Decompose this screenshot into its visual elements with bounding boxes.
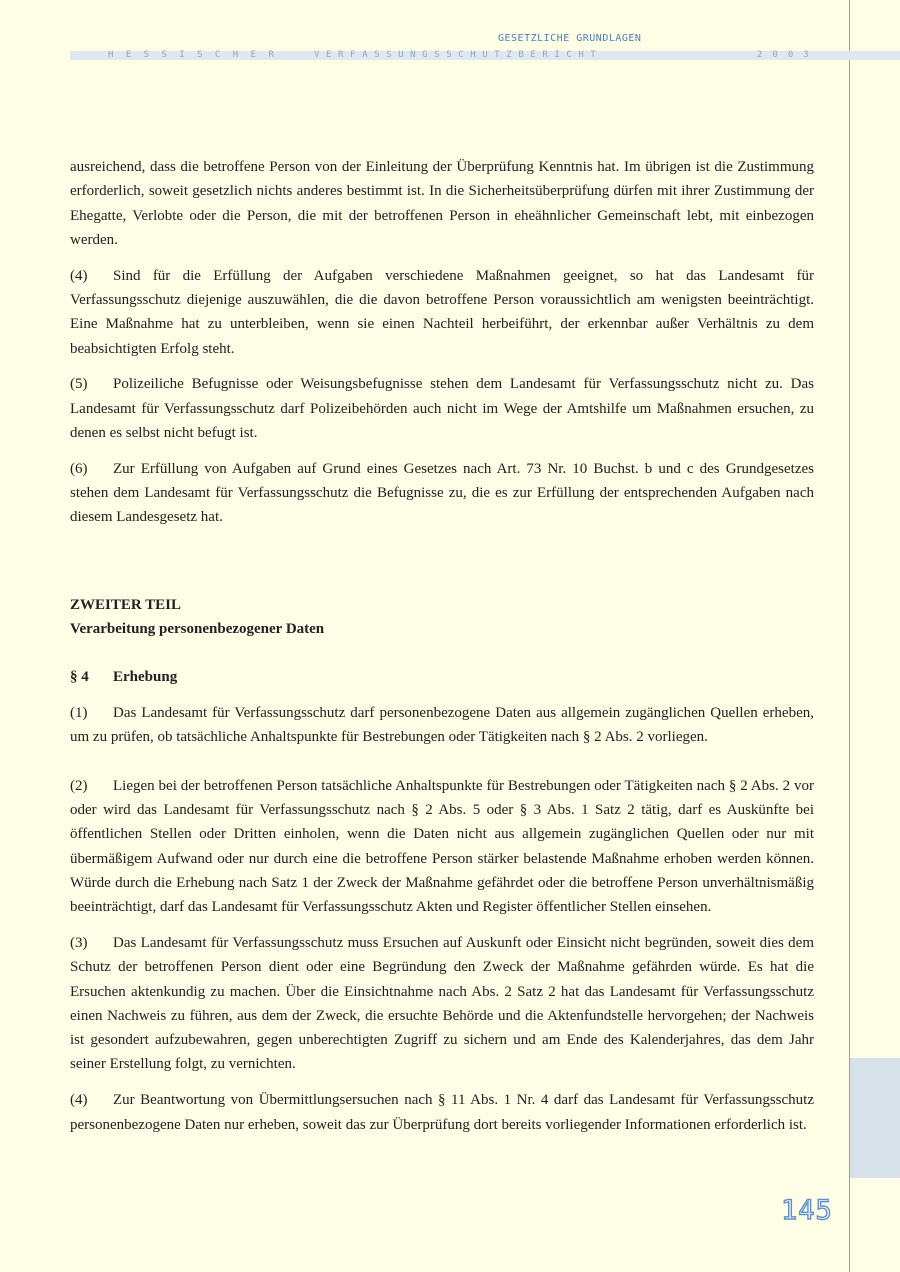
paragraph-text: Zur Beantwortung von Übermittlungsersuchen nach § 11 Abs. 1 Nr. 4 darf das Landesamt für Verfassungsschutz personenbezogene Daten nur erheben, soweit das zur Überprüfung dort bereits vorliegender Informationen erforderlich ist. — [70, 1092, 814, 1133]
part-subtitle: Verarbeitung personenbezogener Daten — [70, 620, 325, 637]
paragraph-number: (1) — [70, 705, 88, 722]
paragraph-text: Sind für die Erfüllung der Aufgaben verschiedene Maßnahmen geeignet, so hat das Landesamt für Verfassungsschutz diejenige auszuwählen, die die davon betroffene Person voraussichtlich am wenigsten beeinträchtigt. Eine Maßnahme hat zu unterbleiben, wenn sie einen Nachteil herbeiführt, der erkennbar außer Verhältnis zu dem beabsichtigten Erfolg steht. — [70, 267, 814, 357]
paragraph-text: Liegen bei der betroffenen Person tatsächliche Anhaltspunkte für Bestrebungen oder Tätigkeiten nach § 2 Abs. 2 vor oder wird das Landesamt für Verfassungsschutz nach § 2 Abs. 5 oder § 3 Abs. 1 Satz 2 tätig, darf es Auskünfte bei öffentlichen Stellen oder Dritten einholen, wenn die Daten nicht aus allgemein zugänglichen Quellen oder nur mit übermäßigem Aufwand oder nur durch eine die betroffene Person stärker belastende Maßnahme erhoben werden können. Würde durch die Erhebung nach Satz 1 der Zweck der Maßnahme gefährdet oder die betroffene Person unverhältnismäßig beeinträchtigt, darf das Landesamt für Verfassungsschutz Akten und Register öffentlicher Stellen einsehen. — [70, 777, 814, 916]
paragraph-text: Polizeiliche Befugnisse oder Weisungsbefugnisse stehen dem Landesamt für Verfassungsschutz nicht zu. Das Landesamt für Verfassungsschutz darf Polizeibehörden auch nicht im Wege der Amtshilfe um Maßnahmen ersuchen, zu denen es selbst nicht befugt ist. — [70, 376, 814, 441]
paragraph-text: Das Landesamt für Verfassungsschutz muss Ersuchen auf Auskunft oder Einsicht nicht begründen, soweit dies dem Schutz der betroffenen Person dient oder eine Begründung den Zweck der Maßnahme gefährden würde. Es hat die Ersuchen aktenkundig zu machen. Über die Einsichtnahme nach Abs. 2 Satz 2 hat das Landesamt für Verfassungsschutz einen Nachweis zu führen, aus dem der Zweck, die ersuchte Behörde und die Aktenfundstelle hervorgehen; der Nachweis ist gesondert aufzubewahren, gegen unberechtigten Zugriff zu sichern und am Ende des Kalenderjahres, das dem Jahr seiner Erstellung folgt, zu vernichten. — [70, 934, 814, 1073]
running-header-publisher: HESSISCHER — [108, 50, 287, 60]
paragraph-text: Zur Erfüllung von Aufgaben auf Grund eines Gesetzes nach Art. 73 Nr. 10 Buchst. b und c des Grundgesetzes stehen dem Landesamt für Verfassungsschutz die Befugnisse zu, die es zur Erfüllung der entsprechenden Aufgaben nach diesem Landesgesetz hat. — [70, 460, 814, 526]
paragraph-text: Das Landesamt für Verfassungsschutz darf personenbezogene Daten aus allgemein zugänglichen Quellen erheben, um zu prüfen, ob tatsächliche Anhaltspunkte für Bestrebungen oder Tätigkeiten nach § 2 Abs. 2 vorliegen. — [70, 705, 814, 746]
running-header-report: VERFASSUNGSSCHUTZBERICHT — [314, 50, 603, 60]
running-header-year: 2003 — [757, 50, 819, 60]
paragraph-number: (5) — [70, 376, 88, 393]
part-heading — [70, 593, 814, 642]
page-number: 145 — [781, 1195, 833, 1226]
section-paragraph-3 — [70, 931, 814, 1077]
paragraph-5 — [70, 372, 814, 445]
section-paragraph-2 — [70, 774, 814, 920]
section-paragraph-4 — [70, 1088, 814, 1137]
part-title: ZWEITER TEIL — [70, 596, 182, 613]
running-header-section: GESETZLICHE GRUNDLAGEN — [498, 33, 642, 44]
section-heading — [70, 665, 814, 689]
paragraph-number: (4) — [70, 267, 88, 284]
section-number: § 4 — [70, 669, 89, 686]
body-text — [70, 155, 814, 1148]
section-paragraph-1 — [70, 701, 814, 750]
paragraph-number: (2) — [70, 777, 88, 794]
running-header-band — [70, 51, 900, 60]
section-title: Erhebung — [113, 669, 178, 686]
paragraph-text: ausreichend, dass die betroffene Person von der Einleitung der Überprüfung Kenntnis hat. Im übrigen ist die Zustimmung erforderlich, soweit gesetzlich nichts anderes bestimmt ist. In die Sicherheitsüberprüfung dürfen mit ihrer Zustimmung der Ehegatte, Verlobte oder die Person, die mit der betroffenen Person in eheähnlicher Gemeinschaft lebt, mit einbezogen werden. — [70, 159, 814, 248]
paragraph-number: (4) — [70, 1092, 88, 1109]
paragraph-4 — [70, 264, 814, 361]
paragraph-number: (6) — [70, 460, 88, 477]
paragraph-6 — [70, 457, 814, 530]
paragraph-number: (3) — [70, 934, 88, 951]
paragraph-continued — [70, 155, 814, 252]
thumb-index-tab — [850, 1058, 900, 1178]
